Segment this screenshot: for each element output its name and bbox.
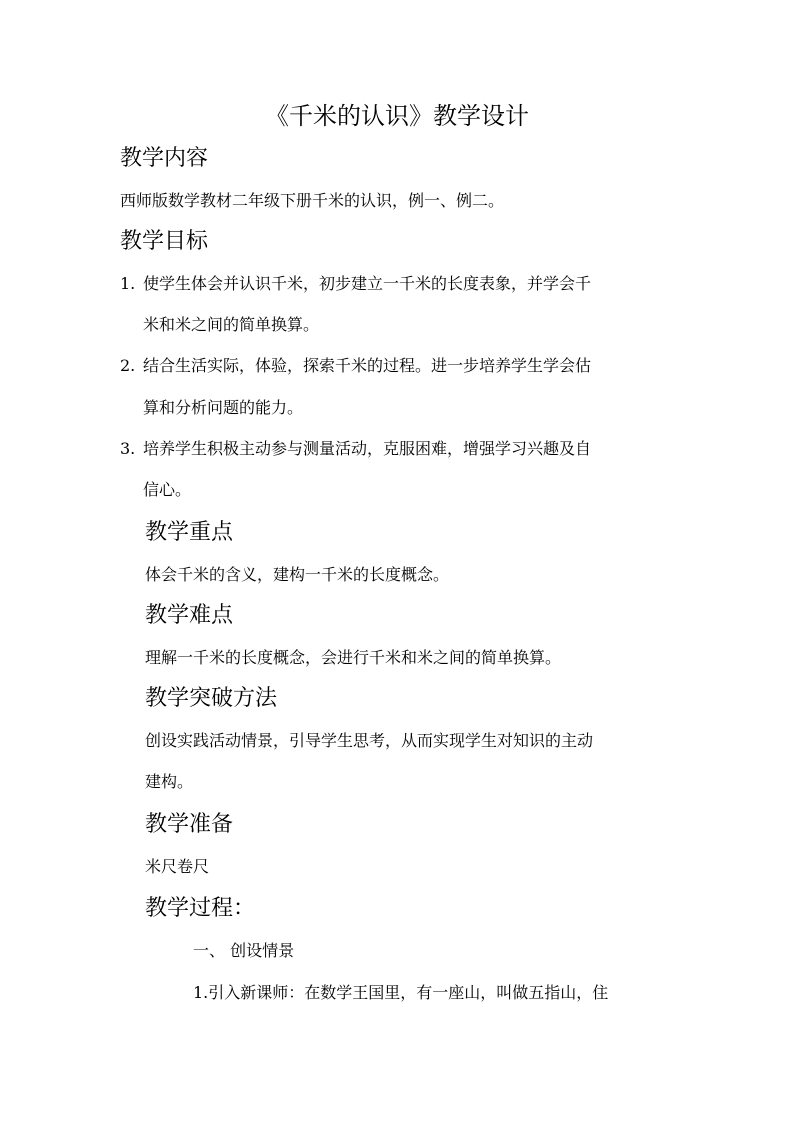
goal-item-2-text: 结合生活实际，体验，探索千米的过程。进一步培养学生学会估 — [143, 356, 592, 375]
key-points-text: 体会千米的含义，建构一千米的长度概念。 — [145, 565, 450, 584]
process-subheading-1: 一、 创设情景 — [193, 941, 295, 960]
goal-item-2-number: 2. — [120, 356, 136, 375]
heading-teaching-goals: 教学目标 — [120, 229, 209, 254]
process-item-1: 1.引入新课师：在数学王国里，有一座山，叫做五指山，住 — [193, 983, 609, 1002]
breakthrough-method-line1: 创设实践活动情景，引导学生思考，从而实现学生对知识的主动 — [145, 731, 594, 750]
document-title: 《千米的认识》教学设计 — [265, 102, 529, 130]
goal-item-3-number: 3. — [120, 439, 136, 458]
goal-item-1-number: 1. — [120, 274, 136, 293]
heading-key-points: 教学重点 — [145, 520, 234, 545]
goal-item-1-text: 使学生体会并认识千米，初步建立一千米的长度表象，并学会千 — [143, 274, 592, 293]
heading-difficult-points: 教学难点 — [145, 603, 234, 628]
heading-teaching-content: 教学内容 — [120, 146, 209, 171]
goal-item-1-line1 — [120, 272, 591, 296]
teaching-preparation-text: 米尺卷尺 — [145, 857, 210, 876]
goal-item-3-line1 — [120, 437, 591, 461]
goal-item-3-text: 培养学生积极主动参与测量活动，克服困难，增强学习兴趣及自 — [143, 439, 592, 458]
goal-item-1-line2: 米和米之间的简单换算。 — [143, 315, 320, 334]
heading-teaching-process: 教学过程： — [145, 896, 256, 921]
goal-item-2-line2: 算和分析问题的能力。 — [143, 398, 304, 417]
breakthrough-method-line2: 建构。 — [145, 772, 194, 791]
difficult-points-text: 理解一千米的长度概念，会进行千米和米之间的简单换算。 — [145, 648, 562, 667]
teaching-content-text: 西师版数学教材二年级下册千米的认识，例一、例二。 — [120, 191, 505, 210]
heading-breakthrough-method: 教学突破方法 — [145, 686, 278, 711]
goal-item-2-line1 — [120, 354, 591, 378]
goal-item-3-line2: 信心。 — [143, 480, 192, 499]
heading-teaching-preparation: 教学准备 — [145, 812, 234, 837]
